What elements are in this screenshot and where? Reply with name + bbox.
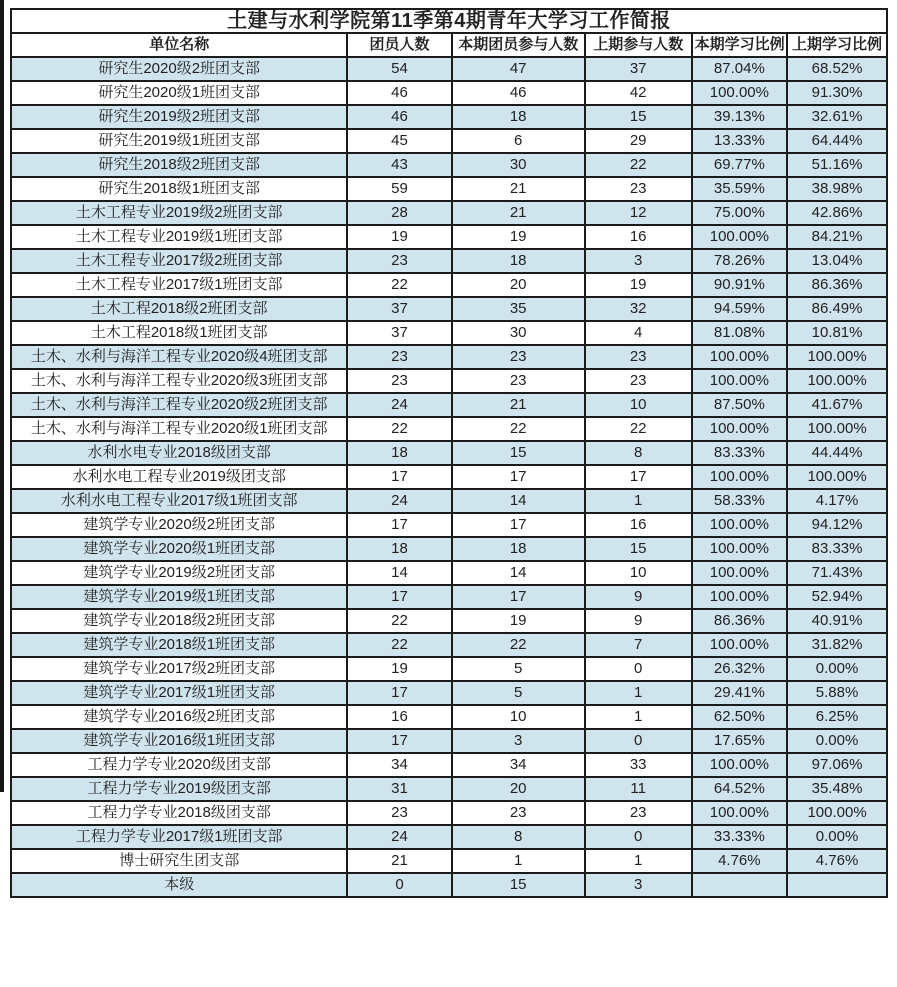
table-cell: 43	[347, 153, 451, 177]
table-cell: 21	[452, 177, 585, 201]
table-cell: 1	[585, 849, 692, 873]
unit-name-cell: 研究生2018级2班团支部	[11, 153, 347, 177]
table-cell: 22	[452, 417, 585, 441]
table-cell: 32.61%	[787, 105, 887, 129]
table-cell: 22	[347, 273, 451, 297]
table-cell: 91.30%	[787, 81, 887, 105]
table-cell: 23	[585, 369, 692, 393]
table-row	[11, 801, 887, 825]
table-cell: 22	[585, 417, 692, 441]
table-cell: 100.00%	[787, 345, 887, 369]
table-cell: 30	[452, 321, 585, 345]
table-cell: 0	[585, 825, 692, 849]
table-cell: 17	[347, 585, 451, 609]
table-cell: 18	[347, 537, 451, 561]
table-cell: 13.33%	[692, 129, 787, 153]
unit-name-cell: 研究生2020级2班团支部	[11, 57, 347, 81]
unit-name-cell: 工程力学专业2020级团支部	[11, 753, 347, 777]
table-row	[11, 465, 887, 489]
table-cell: 100.00%	[692, 345, 787, 369]
column-header: 团员人数	[347, 33, 451, 57]
table-cell: 58.33%	[692, 489, 787, 513]
table-cell: 100.00%	[692, 537, 787, 561]
table-row	[11, 729, 887, 753]
table-cell: 24	[347, 393, 451, 417]
table-cell: 38.98%	[787, 177, 887, 201]
table-cell: 16	[585, 225, 692, 249]
table-cell: 68.52%	[787, 57, 887, 81]
column-header: 上期参与人数	[585, 33, 692, 57]
table-cell: 17	[585, 465, 692, 489]
table-cell: 1	[585, 489, 692, 513]
column-header: 上期学习比例	[787, 33, 887, 57]
table-cell: 15	[585, 105, 692, 129]
table-cell: 45	[347, 129, 451, 153]
title-row	[11, 9, 887, 33]
column-header: 本期学习比例	[692, 33, 787, 57]
table-cell: 100.00%	[787, 465, 887, 489]
table-cell: 42.86%	[787, 201, 887, 225]
table-cell: 1	[585, 705, 692, 729]
table-cell: 100.00%	[692, 81, 787, 105]
table-cell: 0.00%	[787, 825, 887, 849]
unit-name-cell: 建筑学专业2019级1班团支部	[11, 585, 347, 609]
table-cell: 23	[452, 345, 585, 369]
unit-name-cell: 研究生2019级2班团支部	[11, 105, 347, 129]
table-cell: 21	[452, 201, 585, 225]
table-cell: 6	[452, 129, 585, 153]
unit-name-cell: 土木工程专业2017级2班团支部	[11, 249, 347, 273]
table-cell: 83.33%	[692, 441, 787, 465]
unit-name-cell: 建筑学专业2018级2班团支部	[11, 609, 347, 633]
table-cell: 3	[452, 729, 585, 753]
table-cell: 26.32%	[692, 657, 787, 681]
table-row	[11, 561, 887, 585]
unit-name-cell: 建筑学专业2018级1班团支部	[11, 633, 347, 657]
unit-name-cell: 土木工程专业2019级1班团支部	[11, 225, 347, 249]
table-cell: 0	[347, 873, 451, 897]
table-cell: 9	[585, 609, 692, 633]
table-cell: 23	[347, 249, 451, 273]
table-cell: 23	[585, 345, 692, 369]
table-cell: 1	[585, 681, 692, 705]
table-cell: 100.00%	[787, 801, 887, 825]
table-cell: 31.82%	[787, 633, 887, 657]
table-cell: 100.00%	[692, 633, 787, 657]
table-row	[11, 81, 887, 105]
table-cell: 13.04%	[787, 249, 887, 273]
table-cell: 100.00%	[692, 561, 787, 585]
table-cell: 22	[452, 633, 585, 657]
table-body	[11, 57, 887, 897]
table-cell: 94.12%	[787, 513, 887, 537]
table-row	[11, 489, 887, 513]
table-cell: 24	[347, 489, 451, 513]
table-cell: 28	[347, 201, 451, 225]
table-cell: 21	[347, 849, 451, 873]
table-cell: 14	[452, 561, 585, 585]
table-row	[11, 201, 887, 225]
table-cell: 100.00%	[787, 417, 887, 441]
table-cell: 15	[585, 537, 692, 561]
table-cell: 4.76%	[787, 849, 887, 873]
table-cell: 18	[452, 537, 585, 561]
table-row	[11, 273, 887, 297]
table-cell: 62.50%	[692, 705, 787, 729]
table-row	[11, 129, 887, 153]
table-cell: 5	[452, 657, 585, 681]
table-cell: 35	[452, 297, 585, 321]
table-cell: 33	[585, 753, 692, 777]
table-row	[11, 513, 887, 537]
table-cell: 78.26%	[692, 249, 787, 273]
table-row	[11, 417, 887, 441]
unit-name-cell: 建筑学专业2017级1班团支部	[11, 681, 347, 705]
table-cell: 94.59%	[692, 297, 787, 321]
table-cell: 64.44%	[787, 129, 887, 153]
table-cell: 29	[585, 129, 692, 153]
table-cell: 37	[585, 57, 692, 81]
table-cell: 0.00%	[787, 657, 887, 681]
table-row	[11, 777, 887, 801]
table-cell: 16	[347, 705, 451, 729]
table-cell: 23	[347, 345, 451, 369]
report-table	[10, 8, 888, 898]
table-row	[11, 297, 887, 321]
table-cell: 0.00%	[787, 729, 887, 753]
table-cell: 37	[347, 297, 451, 321]
table-cell: 5.88%	[787, 681, 887, 705]
table-cell: 44.44%	[787, 441, 887, 465]
table-cell: 100.00%	[692, 513, 787, 537]
table-cell: 100.00%	[692, 225, 787, 249]
table-cell: 90.91%	[692, 273, 787, 297]
table-cell: 24	[347, 825, 451, 849]
table-cell: 83.33%	[787, 537, 887, 561]
table-row	[11, 393, 887, 417]
table-cell: 37	[347, 321, 451, 345]
table-cell: 21	[452, 393, 585, 417]
table-cell: 34	[347, 753, 451, 777]
table-cell: 19	[452, 609, 585, 633]
unit-name-cell: 建筑学专业2017级2班团支部	[11, 657, 347, 681]
table-cell: 29.41%	[692, 681, 787, 705]
table-cell: 3	[585, 873, 692, 897]
table-cell	[692, 873, 787, 897]
table-cell: 100.00%	[692, 465, 787, 489]
table-cell: 18	[347, 441, 451, 465]
table-row	[11, 705, 887, 729]
table-cell: 16	[585, 513, 692, 537]
table-cell: 14	[347, 561, 451, 585]
unit-name-cell: 土木工程2018级1班团支部	[11, 321, 347, 345]
unit-name-cell: 土木、水利与海洋工程专业2020级1班团支部	[11, 417, 347, 441]
table-cell: 100.00%	[692, 369, 787, 393]
table-cell: 22	[585, 153, 692, 177]
table-cell: 46	[347, 81, 451, 105]
unit-name-cell: 水利水电工程专业2017级1班团支部	[11, 489, 347, 513]
table-cell: 17.65%	[692, 729, 787, 753]
report-title: 土建与水利学院第11季第4期青年大学习工作简报	[11, 9, 887, 33]
table-row	[11, 249, 887, 273]
table-cell: 41.67%	[787, 393, 887, 417]
table-row	[11, 849, 887, 873]
table-cell: 40.91%	[787, 609, 887, 633]
table-cell: 87.04%	[692, 57, 787, 81]
table-cell: 59	[347, 177, 451, 201]
table-cell: 8	[452, 825, 585, 849]
table-row	[11, 753, 887, 777]
column-header: 本期团员参与人数	[452, 33, 585, 57]
unit-name-cell: 本级	[11, 873, 347, 897]
table-cell: 17	[347, 465, 451, 489]
table-cell: 19	[347, 225, 451, 249]
unit-name-cell: 研究生2018级1班团支部	[11, 177, 347, 201]
table-cell: 17	[347, 681, 451, 705]
table-cell: 100.00%	[692, 801, 787, 825]
unit-name-cell: 研究生2020级1班团支部	[11, 81, 347, 105]
table-cell: 18	[452, 249, 585, 273]
unit-name-cell: 工程力学专业2017级1班团支部	[11, 825, 347, 849]
table-row	[11, 441, 887, 465]
unit-name-cell: 水利水电专业2018级团支部	[11, 441, 347, 465]
table-cell: 81.08%	[692, 321, 787, 345]
table-cell: 100.00%	[787, 369, 887, 393]
unit-name-cell: 建筑学专业2020级2班团支部	[11, 513, 347, 537]
table-cell: 22	[347, 417, 451, 441]
table-cell: 5	[452, 681, 585, 705]
table-row	[11, 153, 887, 177]
table-cell: 54	[347, 57, 451, 81]
unit-name-cell: 土木、水利与海洋工程专业2020级3班团支部	[11, 369, 347, 393]
table-cell: 10	[452, 705, 585, 729]
table-row	[11, 657, 887, 681]
table-cell: 100.00%	[692, 753, 787, 777]
table-cell: 30	[452, 153, 585, 177]
table-cell: 46	[452, 81, 585, 105]
table-cell: 1	[452, 849, 585, 873]
table-cell: 46	[347, 105, 451, 129]
table-cell: 7	[585, 633, 692, 657]
table-cell: 86.36%	[787, 273, 887, 297]
table-cell: 75.00%	[692, 201, 787, 225]
table-cell: 10.81%	[787, 321, 887, 345]
unit-name-cell: 建筑学专业2019级2班团支部	[11, 561, 347, 585]
table-cell: 23	[347, 801, 451, 825]
table-cell: 0	[585, 729, 692, 753]
table-cell: 10	[585, 393, 692, 417]
unit-name-cell: 土木工程专业2017级1班团支部	[11, 273, 347, 297]
table-cell: 4.17%	[787, 489, 887, 513]
table-cell: 20	[452, 273, 585, 297]
table-cell: 23	[585, 801, 692, 825]
unit-name-cell: 土木工程2018级2班团支部	[11, 297, 347, 321]
table-cell: 86.36%	[692, 609, 787, 633]
unit-name-cell: 建筑学专业2020级1班团支部	[11, 537, 347, 561]
table-cell: 19	[585, 273, 692, 297]
table-row	[11, 321, 887, 345]
table-row	[11, 633, 887, 657]
table-cell: 100.00%	[692, 585, 787, 609]
table-row	[11, 681, 887, 705]
table-cell: 17	[452, 513, 585, 537]
column-header-row	[11, 33, 887, 57]
table-cell: 15	[452, 441, 585, 465]
table-cell: 23	[452, 369, 585, 393]
table-row	[11, 609, 887, 633]
table-cell: 22	[347, 633, 451, 657]
table-cell: 8	[585, 441, 692, 465]
table-cell: 3	[585, 249, 692, 273]
table-cell: 15	[452, 873, 585, 897]
unit-name-cell: 土木、水利与海洋工程专业2020级2班团支部	[11, 393, 347, 417]
table-row	[11, 225, 887, 249]
unit-name-cell: 土木工程专业2019级2班团支部	[11, 201, 347, 225]
table-cell: 23	[585, 177, 692, 201]
table-cell: 18	[452, 105, 585, 129]
table-cell: 86.49%	[787, 297, 887, 321]
table-cell: 17	[452, 585, 585, 609]
table-cell: 11	[585, 777, 692, 801]
table-cell: 52.94%	[787, 585, 887, 609]
table-cell: 22	[347, 609, 451, 633]
table-cell: 71.43%	[787, 561, 887, 585]
table-cell: 47	[452, 57, 585, 81]
unit-name-cell: 工程力学专业2018级团支部	[11, 801, 347, 825]
unit-name-cell: 建筑学专业2016级1班团支部	[11, 729, 347, 753]
table-cell: 20	[452, 777, 585, 801]
table-cell: 39.13%	[692, 105, 787, 129]
table-cell: 64.52%	[692, 777, 787, 801]
unit-name-cell: 建筑学专业2016级2班团支部	[11, 705, 347, 729]
table-row	[11, 105, 887, 129]
table-row	[11, 177, 887, 201]
unit-name-cell: 研究生2019级1班团支部	[11, 129, 347, 153]
table-cell: 97.06%	[787, 753, 887, 777]
table-cell: 31	[347, 777, 451, 801]
table-cell: 84.21%	[787, 225, 887, 249]
left-edge-artifact	[0, 0, 4, 792]
column-header: 单位名称	[11, 33, 347, 57]
table-row	[11, 537, 887, 561]
table-cell: 17	[452, 465, 585, 489]
unit-name-cell: 博士研究生团支部	[11, 849, 347, 873]
table-cell: 0	[585, 657, 692, 681]
table-cell: 9	[585, 585, 692, 609]
table-cell: 17	[347, 729, 451, 753]
table-cell: 33.33%	[692, 825, 787, 849]
table-cell: 10	[585, 561, 692, 585]
table-cell: 4.76%	[692, 849, 787, 873]
table-cell: 34	[452, 753, 585, 777]
table-cell	[787, 873, 887, 897]
table-cell: 12	[585, 201, 692, 225]
table-cell: 19	[452, 225, 585, 249]
table-cell: 19	[347, 657, 451, 681]
table-cell: 51.16%	[787, 153, 887, 177]
table-cell: 35.48%	[787, 777, 887, 801]
table-row	[11, 369, 887, 393]
table-cell: 32	[585, 297, 692, 321]
table-cell: 100.00%	[692, 417, 787, 441]
table-cell: 4	[585, 321, 692, 345]
table-row	[11, 585, 887, 609]
unit-name-cell: 土木、水利与海洋工程专业2020级4班团支部	[11, 345, 347, 369]
unit-name-cell: 水利水电工程专业2019级团支部	[11, 465, 347, 489]
table-cell: 23	[452, 801, 585, 825]
unit-name-cell: 工程力学专业2019级团支部	[11, 777, 347, 801]
table-cell: 42	[585, 81, 692, 105]
table-row	[11, 873, 887, 897]
table-cell: 14	[452, 489, 585, 513]
table-cell: 6.25%	[787, 705, 887, 729]
table-cell: 17	[347, 513, 451, 537]
table-cell: 35.59%	[692, 177, 787, 201]
table-cell: 87.50%	[692, 393, 787, 417]
table-row	[11, 825, 887, 849]
table-row	[11, 345, 887, 369]
table-cell: 69.77%	[692, 153, 787, 177]
table-cell: 23	[347, 369, 451, 393]
table-row	[11, 57, 887, 81]
